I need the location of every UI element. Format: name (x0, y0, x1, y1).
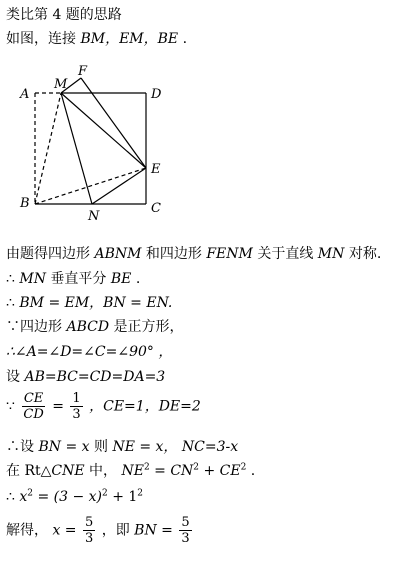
l2-a: ∴ (6, 271, 15, 287)
solution-line-8 (6, 438, 238, 456)
l9-f: = CN (149, 463, 194, 479)
l1-c: 和四边形 (145, 246, 202, 262)
l10-b: x (19, 489, 28, 505)
l8-b: BN = x (38, 439, 90, 455)
problem-title (6, 6, 122, 24)
l11-d: BN = (134, 522, 173, 539)
l1-e: 关于直线 (257, 246, 314, 262)
l6-b: AB=BC=CD=DA=3 (24, 369, 166, 385)
l9-c: 中， (89, 463, 118, 479)
solution-line-2 (6, 270, 140, 288)
label-c: C (151, 201, 161, 216)
label-a: A (20, 87, 30, 102)
fraction-one-third (70, 391, 82, 422)
l1-a: 由题得四边形 (6, 246, 90, 262)
l9-a: 在 Rt△ (6, 463, 52, 479)
l10-g: 2 (137, 488, 144, 499)
l2-c: 垂直平分 (50, 271, 107, 287)
l10-c: 2 (27, 488, 34, 499)
intro-line (6, 30, 187, 48)
fraction-ce-den: CD (23, 407, 44, 422)
fraction-bn-den: 3 (181, 531, 190, 546)
solution-line-10 (6, 488, 143, 506)
fraction-x-value (83, 515, 95, 546)
l9-g: 2 (193, 462, 200, 473)
fraction-x-num: 5 (84, 515, 94, 530)
l3-a: ∴ (6, 295, 15, 311)
fraction-ce-num: CE (23, 391, 44, 406)
l9-e: 2 (143, 462, 150, 473)
label-m: M (54, 77, 68, 92)
solution-line-11 (6, 515, 194, 546)
segment-fe (81, 78, 146, 168)
solution-line-1 (6, 245, 381, 263)
label-b: B (20, 196, 30, 211)
l10-a: ∴ (6, 489, 15, 505)
solution-line-7 (6, 391, 201, 422)
l8-d: NE = x， (112, 439, 178, 455)
intro-end: . (182, 31, 188, 47)
l11-c: ，即 (101, 522, 130, 539)
l1-g: 对称. (348, 246, 382, 262)
l7-therefore: ∵ (6, 398, 15, 415)
segment-mn (61, 93, 92, 204)
fraction-bn-num: 5 (181, 515, 190, 530)
l8-c: 则 (93, 439, 108, 455)
segment-en (92, 168, 146, 204)
segment-bm (35, 93, 61, 204)
solution-line-5 (6, 343, 172, 361)
fraction-bn-value (179, 515, 191, 546)
l4-a: ∵四边形 (6, 319, 62, 335)
solution-line-9 (6, 462, 255, 480)
l1-f: MN (317, 246, 345, 262)
fraction-ce-cd (21, 391, 45, 422)
l9-h: + CE (199, 463, 241, 479)
l8-e: NC=3-x (181, 439, 239, 455)
l10-e: 2 (102, 488, 108, 499)
l10-f: + 1 (107, 489, 138, 505)
l4-c: 是正方形， (113, 319, 184, 335)
label-f: F (78, 64, 88, 79)
l7-rest: ，CE=1，DE=2 (89, 398, 201, 415)
geometry-figure (0, 60, 200, 230)
l9-i: 2 (240, 462, 247, 473)
l1-d: FENM (206, 246, 253, 262)
intro-prefix: 如图，连接 (6, 31, 76, 47)
label-n: N (88, 209, 100, 224)
l3-b: BM = EM，BN = EN. (19, 295, 173, 311)
l9-d: NE (121, 463, 144, 479)
segment-me (61, 93, 146, 168)
l9-b: CNE (51, 463, 85, 479)
l11-b: x = (52, 522, 77, 539)
l2-b: MN (19, 271, 46, 287)
fraction-x-den: 3 (84, 531, 94, 546)
intro-items: BM，EM，BE (80, 31, 179, 47)
l2-d: BE (110, 271, 132, 287)
l2-e: . (135, 271, 141, 287)
fraction-one-num: 1 (72, 391, 81, 406)
l7-eq: = (52, 398, 64, 415)
solution-line-6 (6, 368, 165, 386)
l11-a: 解得， (6, 522, 48, 539)
l10-d: = (3 − x) (33, 489, 103, 505)
l8-a: ∴设 (6, 439, 34, 455)
l9-j: . (246, 463, 256, 479)
fraction-one-den: 3 (72, 407, 81, 422)
solution-line-4 (6, 318, 184, 336)
l6-a: 设 (6, 369, 20, 385)
solution-line-3 (6, 294, 172, 312)
label-d: D (151, 87, 162, 102)
l4-b: ABCD (66, 319, 110, 335)
title-text: 类比第 4 题的思路 (6, 7, 122, 23)
l1-b: ABNM (94, 246, 142, 262)
label-e: E (151, 162, 161, 177)
l5: ∴∠A=∠D=∠C=∠90° ， (6, 344, 173, 360)
